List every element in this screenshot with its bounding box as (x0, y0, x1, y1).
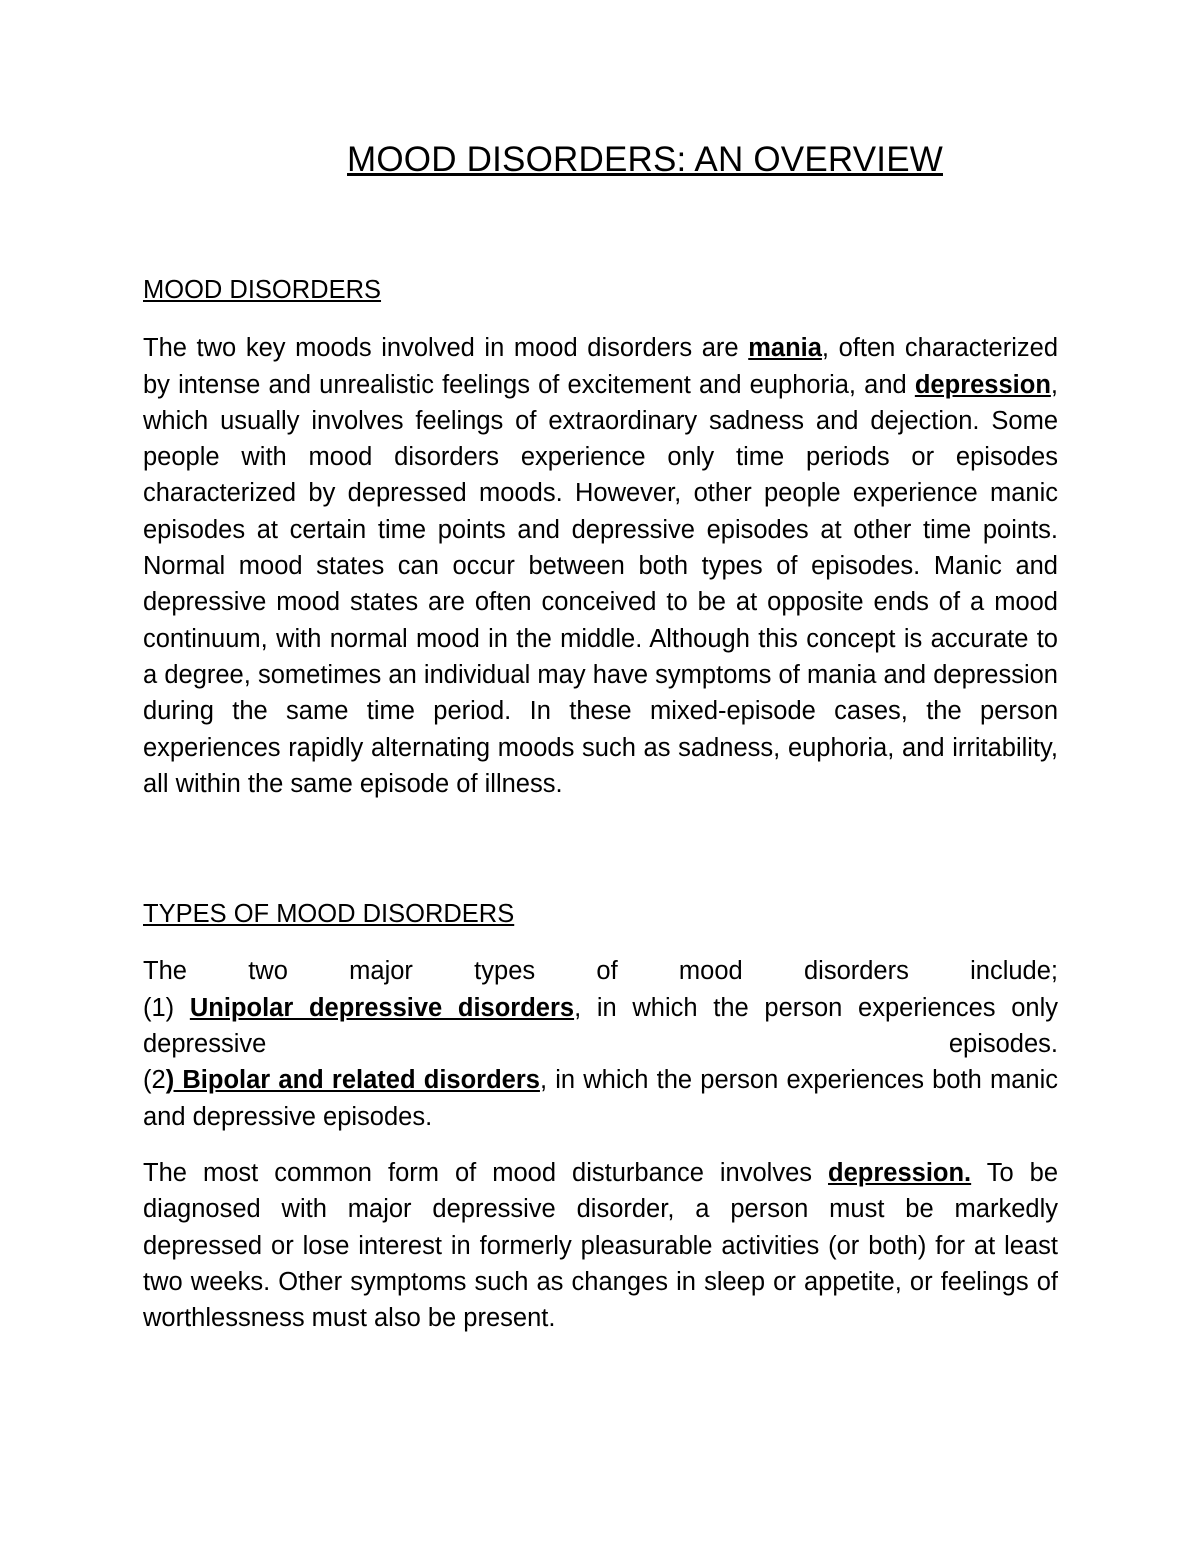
paragraph-types (143, 953, 1058, 1134)
item-prefix: (2 (143, 1066, 166, 1095)
item-prefix: (1) (143, 993, 190, 1022)
term-bipolar: ) Bipolar and related disorders (165, 1066, 540, 1095)
document-title: MOOD DISORDERS: AN OVERVIEW (347, 140, 943, 179)
term-depression-2: depression. (828, 1158, 972, 1187)
term-depression: depression (914, 370, 1051, 399)
paragraph-text: The most common form of mood disturbance involves (143, 1158, 829, 1187)
section-heading-types: TYPES OF MOOD DISORDERS (143, 900, 515, 929)
types-intro: The two major types of mood disorders include; (143, 957, 1058, 986)
paragraph-text: , which usually involves feelings of extraordinary sadness and dejection. Some people with mood disorders experience only time periods or episodes characterized by depressed moods. However, other people experience manic episodes at certain time points and depressive episodes at other time points. Normal mood states can occur between both types of episodes. Manic and depressive mood states are often conceived to be at opposite ends of a mood continuum, with normal mood in the middle. Although this concept is accurate to a degree, sometimes an individual may have symptoms of mania and depression during the same time period. In these mixed-episode cases, the person experiences rapidly alternating moods such as sadness, euphoria, and irritability, all within the same episode of illness. (143, 370, 1058, 798)
document-body (143, 272, 1058, 1336)
paragraph-text: To be diagnosed with major depressive disorder, a person must be markedly depressed or lose interest in formerly pleasurable activities (or both) for at least two weeks. Other symptoms such as changes in sleep or appetite, or feelings of worthlessness must also be present. (143, 1158, 1058, 1333)
section-heading-mood-disorders: MOOD DISORDERS (143, 276, 382, 304)
term-mania: mania (748, 334, 822, 363)
paragraph-mood-disorders (143, 330, 1058, 802)
paragraph-text: , often characterized by intense and unrealistic feelings of excitement and euphoria, and (143, 334, 1059, 399)
item-text: , in which the person experiences both manic and depressive episodes. (143, 1066, 1058, 1131)
item-text: , in which the person experiences only depressive episodes. (143, 993, 1058, 1059)
types-item-2 (143, 1062, 1058, 1135)
paragraph-text: The two key moods involved in mood disorders are (143, 334, 749, 363)
paragraph-depression (143, 1155, 1058, 1336)
types-item-1 (143, 990, 1058, 1063)
term-unipolar: Unipolar depressive disorders (189, 993, 575, 1022)
